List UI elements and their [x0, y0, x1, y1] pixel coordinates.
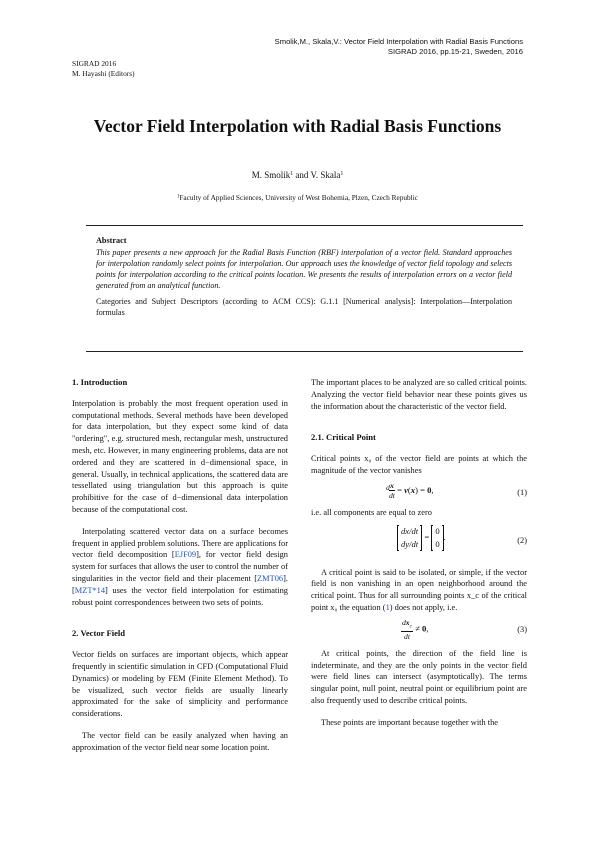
paragraph: These points are important because together with the [321, 717, 498, 727]
paper-title: Vector Field Interpolation with Radial Basis Functions [93, 116, 502, 136]
running-header-line: Smolik,M., Skala,V.: Vector Field Interpolation with Radial Basis Functions [274, 37, 523, 46]
affiliation-mark: 1 [290, 171, 294, 178]
equation-body: $\frac{x}{dt}$ d = v(x) = 0, [386, 480, 434, 501]
citation-link[interactable]: ZMT06 [257, 573, 284, 583]
paragraph-text: ]. [ [72, 573, 288, 595]
paragraph: Critical points x₀ of the vector field are points at which the magnitude of the vector vanishes [311, 454, 527, 475]
abstract-text: This paper presents a new approach for the Radial Basis Function (RBF) interpolation of a vector field. Standard approaches for interpolation randomly select points for interpolation. Our approach uses the knowledge of vector field topology and selects points for interpolation according to the critical points location. We presents the results of interpolation errors on a vector field generated from an analytical function. [96, 248, 512, 290]
equation-2 [311, 523, 527, 561]
citation-link[interactable]: MZT*14 [74, 585, 106, 595]
authors [40, 170, 555, 180]
paragraph [311, 567, 527, 614]
editors: M. Hayashi (Editors) [72, 69, 135, 78]
paragraph: At critical points, the direction of the field line is indeterminate, and they are the only points in the vector field were field lines can intersect (asymptotically). The terms singular point, null point, neutral point or equilibrium point are also frequently used to describe critical points. [311, 648, 527, 705]
acm-categories: Categories and Subject Descriptors (according to ACM CCS): G.1.1 [Numerical analysis]: Interpolation—Interpolation formulas [96, 297, 512, 317]
subsection-heading: 2.1. Critical Point [311, 432, 376, 443]
paragraph: The important places to be analyzed are so called critical points. Analyzing the vector field behavior near these points gives us the information about the characteristic of the vector field. [311, 378, 527, 411]
paragraph-text: ], for vector field design system for surfaces that allows the user to control the number of singularities in the vector field and their placement [ [72, 550, 288, 583]
equation-number: (2) [517, 535, 527, 545]
section-heading: 2. Vector Field [72, 628, 126, 639]
abstract-box [86, 225, 523, 352]
paragraph: Vector fields on surfaces are important objects, which appear frequently in scientific simulation in CFD (Computational Fluid Dynamics) or modeling by FEM (Finite Element Method). To be visualized, such vector fields are usually linearly approximated for the sake of simplicity and performance considerations. [72, 650, 288, 719]
author-separator: and [293, 170, 311, 180]
section-heading: 1. Introduction [72, 377, 128, 387]
paragraph [72, 526, 288, 609]
paragraph: The vector field can be easily analyzed when having an approximation of the vector field near some location point. [72, 730, 288, 752]
affiliation-mark: 1 [177, 194, 180, 200]
equation-number: (1) [517, 487, 527, 497]
paragraph-text: ] uses the vector field interpolation for estimating robust point correspondences between two sets of points. [72, 585, 288, 607]
equation-3 [311, 618, 527, 646]
abstract-heading: Abstract [96, 236, 127, 245]
conference-name: SIGRAD 2016 [72, 59, 117, 68]
equation-body: dx/dt dy/dt = 0 0 . [397, 525, 446, 551]
running-header [193, 37, 523, 57]
paragraph-text: Interpolating scattered vector data on a surface becomes frequent in applied problem solutions. There are applications for vector field decomposition [ [72, 526, 288, 560]
conference-info [72, 59, 135, 79]
citation-link[interactable]: EJF09 [174, 550, 197, 560]
right-column [311, 377, 527, 729]
running-header-line: SIGRAD 2016, pp.15-21, Sweden, 2016 [387, 47, 523, 57]
equation-body: $\frac{dx_c}{dt}$ ≠ 0, [402, 617, 429, 641]
equation-1 [311, 481, 527, 507]
left-column [72, 377, 288, 754]
affiliation [40, 193, 555, 202]
affiliation-mark: 1 [340, 171, 344, 178]
paragraph: Interpolation is probably the most frequent operation used in computational methods. Several methods have been developed for data interpolation, but they expect some kind of data "ordering", e.g. structured mesh, rectangular mesh, unstructured mesh, etc. However, in many engineering problems, data are not ordered and they are scattered in d−dimensional space, in general. Usually, in technical applications, the scattered data are tessellated using triangulation but this approach is quite prohibitive for the case of d−dimensional data interpolation because of the computational cost. [72, 398, 288, 514]
equation-reference-link[interactable]: 1 [385, 602, 390, 612]
affiliation-text: Faculty of Applied Sciences, University of West Bohemia, Plzen, Czech Republic [179, 193, 418, 202]
paragraph-text: A critical point is said to be isolated, or simple, if the vector field is non vanishing in an open neighborhood around the critical point. Thus for all surrounding points x_c of the critical point x₀ the equation ( [311, 567, 527, 612]
author-name: V. Skala [310, 170, 341, 180]
paragraph-text: ) does not apply, i.e. [389, 602, 458, 612]
author-name: M. Smolik [251, 170, 291, 180]
equation-number: (3) [517, 624, 527, 634]
paragraph: i.e. all components are equal to zero [311, 507, 432, 517]
